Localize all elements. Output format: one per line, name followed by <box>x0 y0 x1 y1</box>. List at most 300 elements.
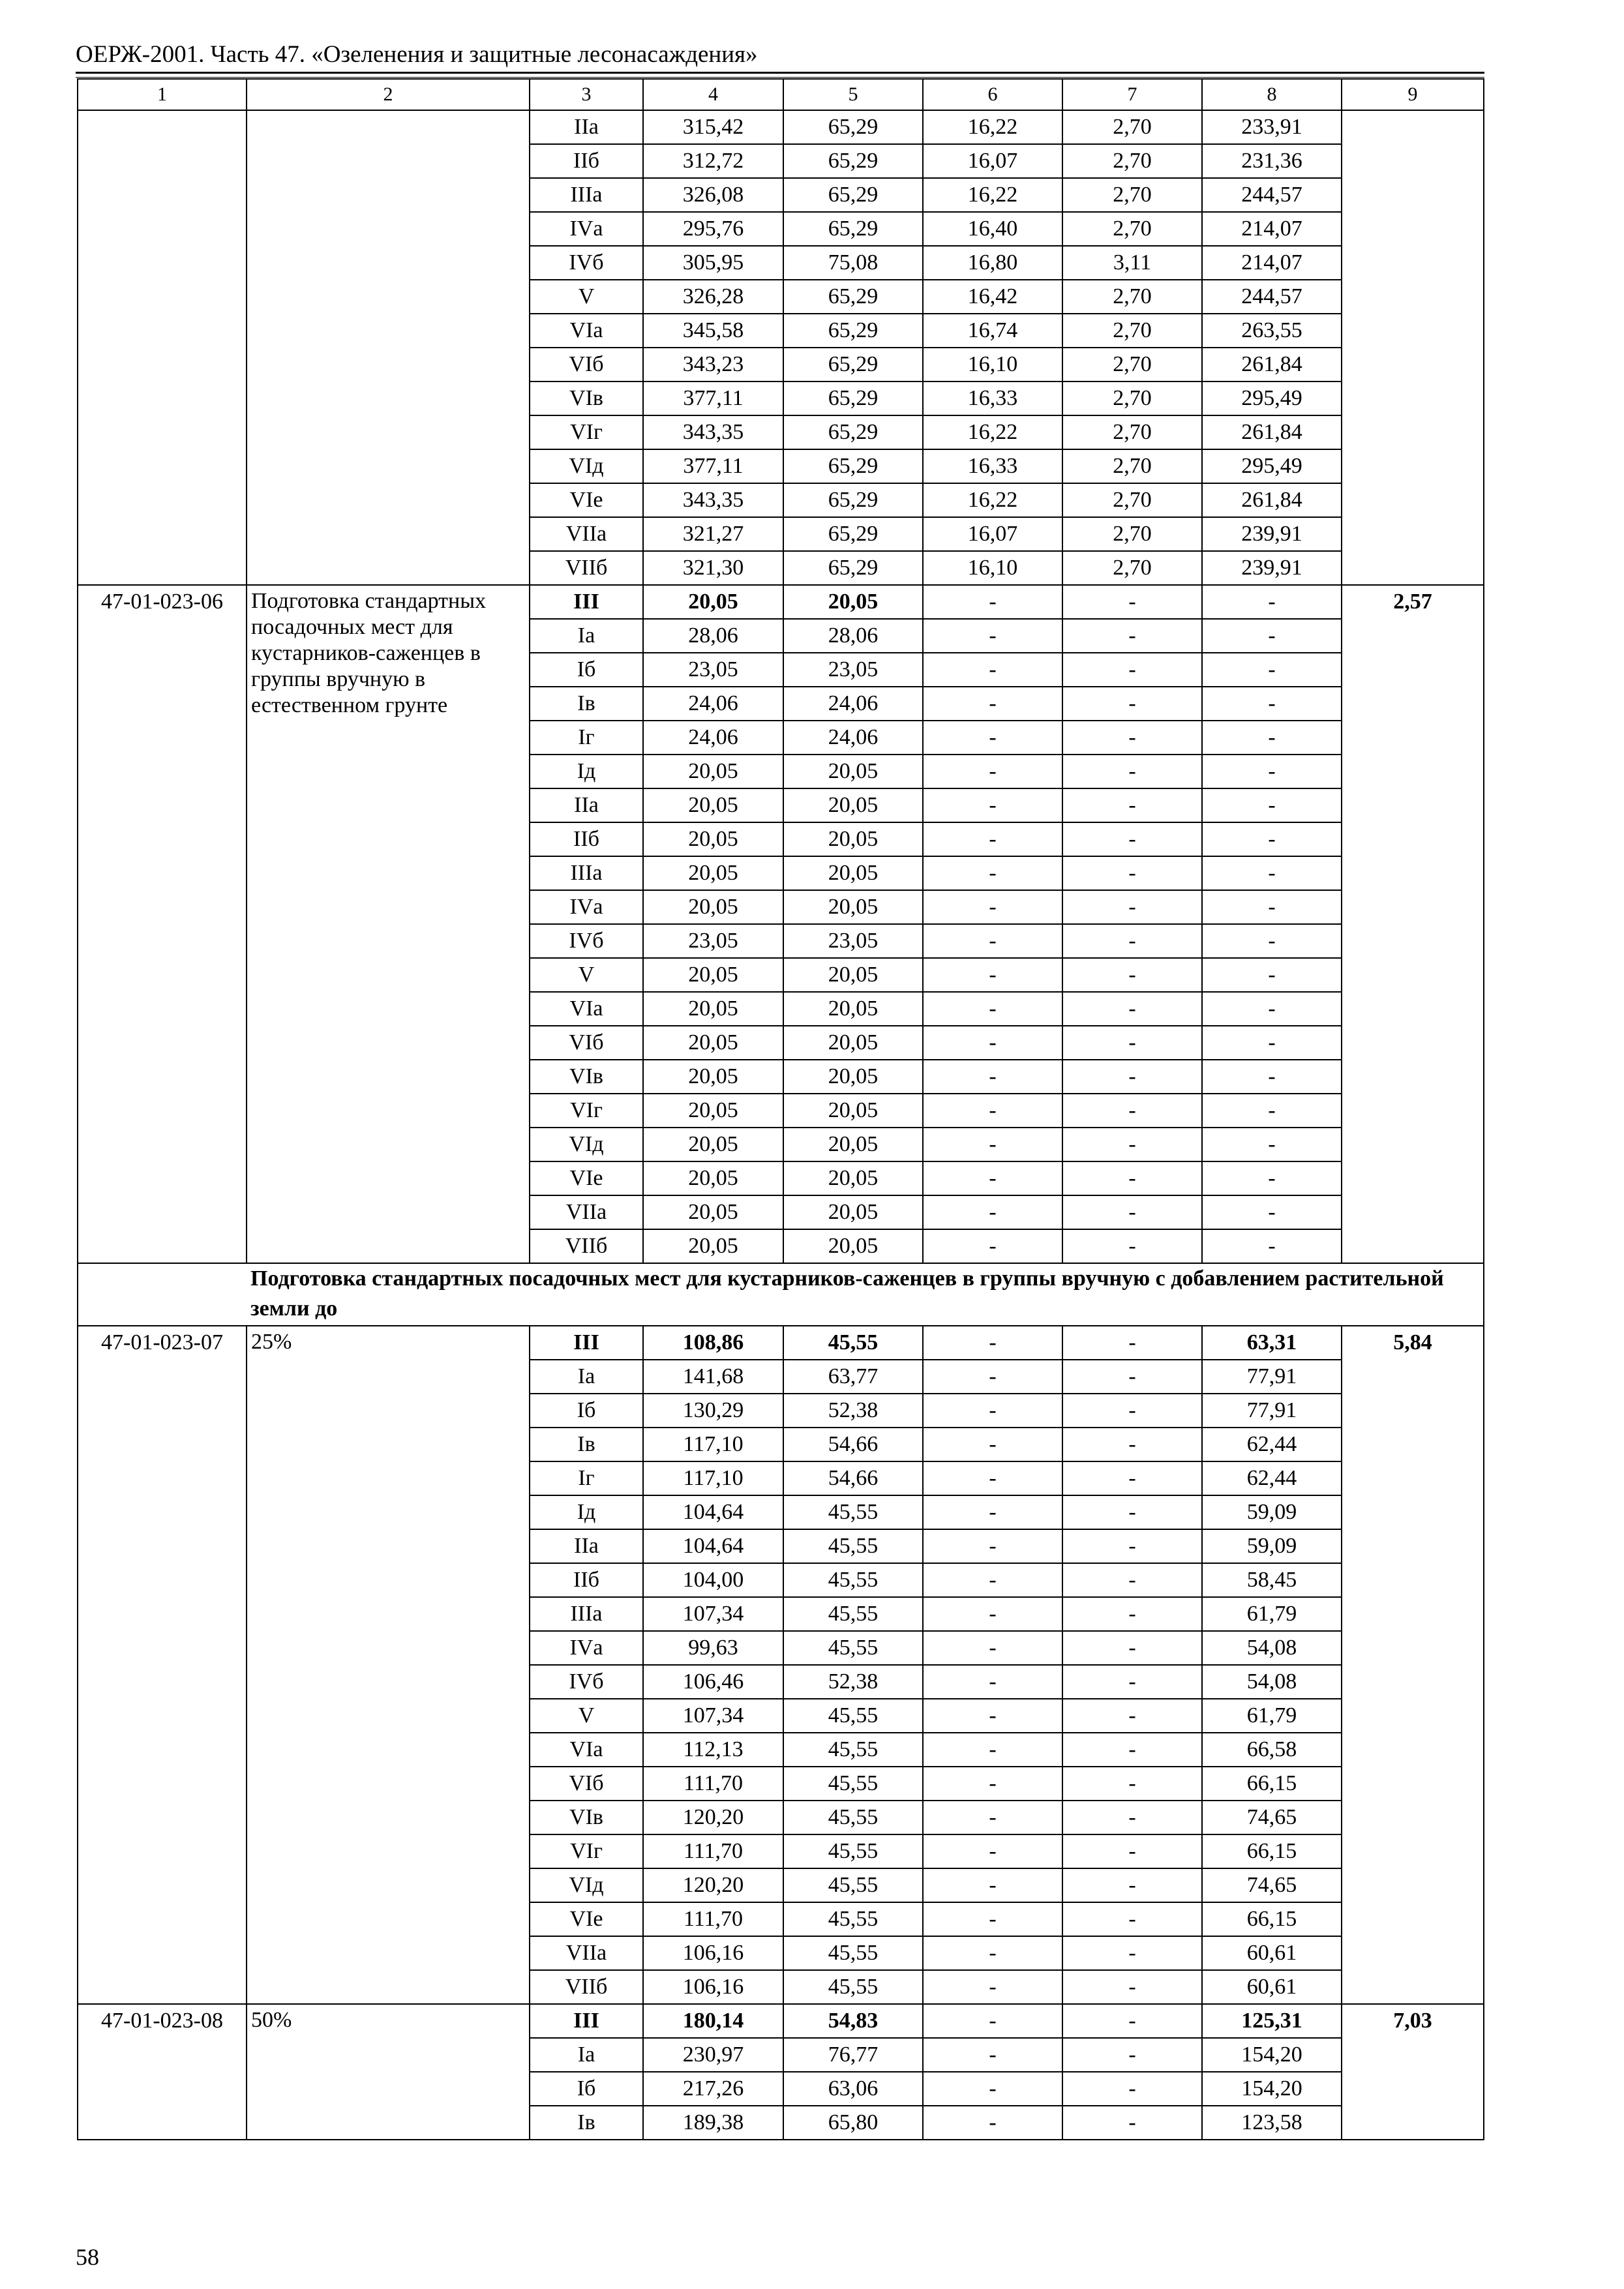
machinist-wage-cell: - <box>1062 1631 1202 1665</box>
materials-cost-cell: 58,45 <box>1202 1563 1342 1597</box>
total-cost-cell: 106,16 <box>643 1936 783 1970</box>
zone-cell: Iб <box>530 1394 643 1428</box>
machine-cost-cell: - <box>923 1360 1062 1394</box>
zone-cell: VIв <box>530 382 643 415</box>
labor-cost-cell: 45,55 <box>783 1597 923 1631</box>
total-cost-cell: 326,08 <box>643 178 783 212</box>
materials-cost-cell: 77,91 <box>1202 1360 1342 1394</box>
materials-cost-cell: 77,91 <box>1202 1394 1342 1428</box>
materials-cost-cell: - <box>1202 687 1342 721</box>
labor-cost-cell: 52,38 <box>783 1394 923 1428</box>
column-header: 4 <box>643 79 783 110</box>
labor-cost-cell: 45,55 <box>783 1733 923 1767</box>
machinist-wage-cell: - <box>1062 1733 1202 1767</box>
machine-cost-cell: - <box>923 1801 1062 1834</box>
zone-cell: VIIа <box>530 1195 643 1229</box>
machine-cost-cell: - <box>923 1161 1062 1195</box>
machine-cost-cell: - <box>923 1902 1062 1936</box>
machinist-wage-cell: 2,70 <box>1062 212 1202 246</box>
zone-cell: VIд <box>530 1128 643 1161</box>
total-cost-cell: 107,34 <box>643 1699 783 1733</box>
total-cost-cell: 20,05 <box>643 1094 783 1128</box>
total-cost-cell: 315,42 <box>643 110 783 144</box>
zone-cell: VIб <box>530 1767 643 1801</box>
labor-cost-cell: 23,05 <box>783 653 923 687</box>
machine-cost-cell: - <box>923 1094 1062 1128</box>
machine-cost-cell: - <box>923 755 1062 788</box>
machinist-wage-cell: - <box>1062 2072 1202 2106</box>
work-description <box>247 110 530 585</box>
table-row <box>78 110 1484 144</box>
norm-code: 47-01-023-06 <box>78 585 247 1263</box>
labor-cost-cell: 65,29 <box>783 314 923 348</box>
materials-cost-cell: 62,44 <box>1202 1461 1342 1495</box>
materials-cost-cell: 233,91 <box>1202 110 1342 144</box>
materials-cost-cell: 54,08 <box>1202 1631 1342 1665</box>
machine-cost-cell: - <box>923 721 1062 755</box>
labor-cost-cell: 54,66 <box>783 1461 923 1495</box>
materials-cost-cell: 231,36 <box>1202 144 1342 178</box>
zone-cell: IIб <box>530 822 643 856</box>
zone-cell: VIб <box>530 1026 643 1060</box>
zone-cell: VIв <box>530 1801 643 1834</box>
labor-cost-cell: 65,29 <box>783 144 923 178</box>
materials-cost-cell: 66,58 <box>1202 1733 1342 1767</box>
labor-cost-cell: 24,06 <box>783 721 923 755</box>
machinist-wage-cell: 2,70 <box>1062 415 1202 449</box>
column-header: 3 <box>530 79 643 110</box>
machinist-wage-cell: - <box>1062 1094 1202 1128</box>
materials-cost-cell: 263,55 <box>1202 314 1342 348</box>
machine-cost-cell: - <box>923 1733 1062 1767</box>
machine-cost-cell: 16,33 <box>923 449 1062 483</box>
machine-cost-cell: 16,40 <box>923 212 1062 246</box>
total-cost-cell: 120,20 <box>643 1868 783 1902</box>
total-cost-cell: 111,70 <box>643 1767 783 1801</box>
zone-cell: Iб <box>530 653 643 687</box>
labor-hours-cell: 7,03 <box>1342 2004 1484 2140</box>
machinist-wage-cell: - <box>1062 1161 1202 1195</box>
labor-cost-cell: 65,29 <box>783 348 923 382</box>
machine-cost-cell: - <box>923 1394 1062 1428</box>
machinist-wage-cell: - <box>1062 1326 1202 1360</box>
labor-cost-cell: 20,05 <box>783 1161 923 1195</box>
zone-cell: Iа <box>530 2038 643 2072</box>
zone-cell: Iв <box>530 2106 643 2140</box>
zone-cell: IVа <box>530 890 643 924</box>
total-cost-cell: 104,64 <box>643 1495 783 1529</box>
zone-cell: Iб <box>530 2072 643 2106</box>
machinist-wage-cell: 2,70 <box>1062 449 1202 483</box>
zone-cell: Iа <box>530 1360 643 1394</box>
labor-cost-cell: 28,06 <box>783 619 923 653</box>
labor-cost-cell: 65,29 <box>783 382 923 415</box>
machinist-wage-cell: - <box>1062 788 1202 822</box>
total-cost-cell: 106,16 <box>643 1970 783 2004</box>
zone-cell: Iв <box>530 687 643 721</box>
materials-cost-cell: - <box>1202 856 1342 890</box>
machine-cost-cell: - <box>923 2038 1062 2072</box>
materials-cost-cell: 63,31 <box>1202 1326 1342 1360</box>
labor-hours-cell: 2,57 <box>1342 585 1484 1263</box>
materials-cost-cell: - <box>1202 1094 1342 1128</box>
labor-cost-cell: 45,55 <box>783 1767 923 1801</box>
section-heading-row <box>78 1263 1484 1326</box>
zone-cell: IIIа <box>530 178 643 212</box>
empty-cell <box>78 1263 247 1326</box>
machine-cost-cell: - <box>923 1195 1062 1229</box>
labor-hours-cell <box>1342 110 1484 585</box>
work-description: Подготовка стандартных посадочных мест для кустарников-саженцев в группы вручную в естественном грунте <box>247 585 530 1263</box>
labor-cost-cell: 45,55 <box>783 1801 923 1834</box>
machinist-wage-cell: - <box>1062 1970 1202 2004</box>
materials-cost-cell: - <box>1202 619 1342 653</box>
materials-cost-cell: - <box>1202 653 1342 687</box>
labor-cost-cell: 45,55 <box>783 1563 923 1597</box>
zone-cell: IVб <box>530 924 643 958</box>
machinist-wage-cell: - <box>1062 619 1202 653</box>
labor-cost-cell: 20,05 <box>783 1128 923 1161</box>
total-cost-cell: 345,58 <box>643 314 783 348</box>
machinist-wage-cell: - <box>1062 2106 1202 2140</box>
total-cost-cell: 20,05 <box>643 1195 783 1229</box>
norm-code: 47-01-023-07 <box>78 1326 247 2004</box>
labor-cost-cell: 45,55 <box>783 1631 923 1665</box>
total-cost-cell: 189,38 <box>643 2106 783 2140</box>
machinist-wage-cell: - <box>1062 1495 1202 1529</box>
materials-cost-cell: 60,61 <box>1202 1936 1342 1970</box>
zone-cell: VIа <box>530 1733 643 1767</box>
zone-cell: III <box>530 1326 643 1360</box>
machinist-wage-cell: - <box>1062 1699 1202 1733</box>
machine-cost-cell: - <box>923 687 1062 721</box>
machine-cost-cell: 16,07 <box>923 144 1062 178</box>
machine-cost-cell: - <box>923 1970 1062 2004</box>
machine-cost-cell: - <box>923 822 1062 856</box>
materials-cost-cell: - <box>1202 721 1342 755</box>
norm-code: 47-01-023-08 <box>78 2004 247 2140</box>
materials-cost-cell: - <box>1202 585 1342 619</box>
labor-cost-cell: 65,29 <box>783 415 923 449</box>
total-cost-cell: 377,11 <box>643 449 783 483</box>
total-cost-cell: 295,76 <box>643 212 783 246</box>
machine-cost-cell: - <box>923 2072 1062 2106</box>
total-cost-cell: 343,23 <box>643 348 783 382</box>
total-cost-cell: 20,05 <box>643 1128 783 1161</box>
materials-cost-cell: - <box>1202 788 1342 822</box>
labor-cost-cell: 65,29 <box>783 483 923 517</box>
column-number-row <box>78 79 1484 110</box>
materials-cost-cell: 239,91 <box>1202 517 1342 551</box>
column-header: 2 <box>247 79 530 110</box>
total-cost-cell: 117,10 <box>643 1428 783 1461</box>
document-title: ОЕРЖ-2001. Часть 47. «Озеленения и защитные лесонасаждения» <box>76 41 758 68</box>
machinist-wage-cell: 3,11 <box>1062 246 1202 280</box>
materials-cost-cell: 261,84 <box>1202 415 1342 449</box>
zone-cell: VIIб <box>530 1970 643 2004</box>
total-cost-cell: 20,05 <box>643 585 783 619</box>
machinist-wage-cell: - <box>1062 653 1202 687</box>
machine-cost-cell: - <box>923 1026 1062 1060</box>
machinist-wage-cell: - <box>1062 992 1202 1026</box>
zone-cell: Iд <box>530 1495 643 1529</box>
machine-cost-cell: - <box>923 992 1062 1026</box>
total-cost-cell: 20,05 <box>643 1026 783 1060</box>
zone-cell: V <box>530 280 643 314</box>
materials-cost-cell: 62,44 <box>1202 1428 1342 1461</box>
total-cost-cell: 20,05 <box>643 958 783 992</box>
materials-cost-cell: - <box>1202 1026 1342 1060</box>
total-cost-cell: 23,05 <box>643 924 783 958</box>
machine-cost-cell: - <box>923 1060 1062 1094</box>
total-cost-cell: 312,72 <box>643 144 783 178</box>
materials-cost-cell: 66,15 <box>1202 1834 1342 1868</box>
materials-cost-cell: - <box>1202 1161 1342 1195</box>
materials-cost-cell: 66,15 <box>1202 1902 1342 1936</box>
zone-cell: III <box>530 585 643 619</box>
zone-cell: IIа <box>530 110 643 144</box>
machinist-wage-cell: - <box>1062 1597 1202 1631</box>
total-cost-cell: 23,05 <box>643 653 783 687</box>
norms-table <box>77 78 1484 2140</box>
total-cost-cell: 107,34 <box>643 1597 783 1631</box>
labor-cost-cell: 45,55 <box>783 1902 923 1936</box>
zone-cell: Iд <box>530 755 643 788</box>
machinist-wage-cell: - <box>1062 924 1202 958</box>
materials-cost-cell: - <box>1202 1128 1342 1161</box>
machinist-wage-cell: 2,70 <box>1062 483 1202 517</box>
machinist-wage-cell: - <box>1062 2038 1202 2072</box>
labor-cost-cell: 65,29 <box>783 449 923 483</box>
zone-cell: IIб <box>530 144 643 178</box>
column-header: 8 <box>1202 79 1342 110</box>
total-cost-cell: 20,05 <box>643 822 783 856</box>
machine-cost-cell: 16,22 <box>923 415 1062 449</box>
zone-cell: IVа <box>530 1631 643 1665</box>
machinist-wage-cell: - <box>1062 1665 1202 1699</box>
labor-cost-cell: 65,29 <box>783 110 923 144</box>
total-cost-cell: 130,29 <box>643 1394 783 1428</box>
materials-cost-cell: - <box>1202 822 1342 856</box>
labor-cost-cell: 20,05 <box>783 1026 923 1060</box>
materials-cost-cell: 61,79 <box>1202 1699 1342 1733</box>
machine-cost-cell: 16,22 <box>923 178 1062 212</box>
zone-cell: IIа <box>530 1529 643 1563</box>
machinist-wage-cell: - <box>1062 721 1202 755</box>
labor-cost-cell: 20,05 <box>783 1195 923 1229</box>
total-cost-cell: 112,13 <box>643 1733 783 1767</box>
machine-cost-cell: - <box>923 1428 1062 1461</box>
zone-cell: V <box>530 1699 643 1733</box>
machinist-wage-cell: - <box>1062 1195 1202 1229</box>
total-cost-cell: 217,26 <box>643 2072 783 2106</box>
column-header: 6 <box>923 79 1062 110</box>
materials-cost-cell: 59,09 <box>1202 1495 1342 1529</box>
labor-cost-cell: 20,05 <box>783 992 923 1026</box>
machine-cost-cell: - <box>923 1936 1062 1970</box>
labor-cost-cell: 20,05 <box>783 890 923 924</box>
machine-cost-cell: - <box>923 1834 1062 1868</box>
work-description: 50% <box>247 2004 530 2140</box>
total-cost-cell: 20,05 <box>643 1161 783 1195</box>
work-description: 25% <box>247 1326 530 2004</box>
machinist-wage-cell: - <box>1062 687 1202 721</box>
total-cost-cell: 377,11 <box>643 382 783 415</box>
machine-cost-cell: - <box>923 1229 1062 1263</box>
machinist-wage-cell: - <box>1062 2004 1202 2038</box>
total-cost-cell: 111,70 <box>643 1902 783 1936</box>
column-header: 7 <box>1062 79 1202 110</box>
machine-cost-cell: - <box>923 1128 1062 1161</box>
materials-cost-cell: 239,91 <box>1202 551 1342 585</box>
machinist-wage-cell: - <box>1062 755 1202 788</box>
machine-cost-cell: - <box>923 619 1062 653</box>
materials-cost-cell: 66,15 <box>1202 1767 1342 1801</box>
total-cost-cell: 106,46 <box>643 1665 783 1699</box>
column-header: 9 <box>1342 79 1484 110</box>
column-header: 1 <box>78 79 247 110</box>
zone-cell: VIIб <box>530 551 643 585</box>
labor-cost-cell: 65,29 <box>783 178 923 212</box>
total-cost-cell: 120,20 <box>643 1801 783 1834</box>
labor-cost-cell: 45,55 <box>783 1868 923 1902</box>
machinist-wage-cell: - <box>1062 1902 1202 1936</box>
machine-cost-cell: - <box>923 1461 1062 1495</box>
total-cost-cell: 20,05 <box>643 890 783 924</box>
labor-cost-cell: 45,55 <box>783 1326 923 1360</box>
zone-cell: Iв <box>530 1428 643 1461</box>
total-cost-cell: 24,06 <box>643 687 783 721</box>
zone-cell: VIа <box>530 992 643 1026</box>
materials-cost-cell: 244,57 <box>1202 178 1342 212</box>
zone-cell: VIIа <box>530 517 643 551</box>
materials-cost-cell: - <box>1202 958 1342 992</box>
machinist-wage-cell: - <box>1062 1060 1202 1094</box>
zone-cell: VIа <box>530 314 643 348</box>
machinist-wage-cell: - <box>1062 1428 1202 1461</box>
total-cost-cell: 343,35 <box>643 415 783 449</box>
labor-cost-cell: 20,05 <box>783 1229 923 1263</box>
materials-cost-cell: - <box>1202 1229 1342 1263</box>
machine-cost-cell: - <box>923 1529 1062 1563</box>
machinist-wage-cell: - <box>1062 1868 1202 1902</box>
total-cost-cell: 20,05 <box>643 856 783 890</box>
materials-cost-cell: - <box>1202 992 1342 1026</box>
materials-cost-cell: 54,08 <box>1202 1665 1342 1699</box>
page-header <box>76 38 1484 74</box>
column-header: 5 <box>783 79 923 110</box>
table-row <box>78 2004 1484 2038</box>
page-number: 58 <box>76 2244 99 2270</box>
zone-cell: VIIб <box>530 1229 643 1263</box>
materials-cost-cell: 74,65 <box>1202 1868 1342 1902</box>
table-row <box>78 585 1484 619</box>
total-cost-cell: 326,28 <box>643 280 783 314</box>
total-cost-cell: 108,86 <box>643 1326 783 1360</box>
machinist-wage-cell: 2,70 <box>1062 178 1202 212</box>
materials-cost-cell: 74,65 <box>1202 1801 1342 1834</box>
zone-cell: IIIа <box>530 1597 643 1631</box>
materials-cost-cell: - <box>1202 890 1342 924</box>
labor-cost-cell: 20,05 <box>783 585 923 619</box>
table-row <box>78 1326 1484 1360</box>
zone-cell: VIб <box>530 348 643 382</box>
section-heading: Подготовка стандартных посадочных мест для кустарников-саженцев в группы вручную с добавлением растительной земли до <box>247 1263 1484 1326</box>
machine-cost-cell: - <box>923 890 1062 924</box>
machine-cost-cell: - <box>923 1767 1062 1801</box>
labor-cost-cell: 75,08 <box>783 246 923 280</box>
labor-cost-cell: 45,55 <box>783 1970 923 2004</box>
machinist-wage-cell: 2,70 <box>1062 144 1202 178</box>
machinist-wage-cell: - <box>1062 1563 1202 1597</box>
machinist-wage-cell: - <box>1062 1128 1202 1161</box>
materials-cost-cell: 261,84 <box>1202 483 1342 517</box>
total-cost-cell: 20,05 <box>643 788 783 822</box>
machine-cost-cell: - <box>923 653 1062 687</box>
machine-cost-cell: 16,74 <box>923 314 1062 348</box>
machinist-wage-cell: 2,70 <box>1062 348 1202 382</box>
labor-cost-cell: 52,38 <box>783 1665 923 1699</box>
total-cost-cell: 104,00 <box>643 1563 783 1597</box>
machinist-wage-cell: - <box>1062 1936 1202 1970</box>
materials-cost-cell: 295,49 <box>1202 382 1342 415</box>
machine-cost-cell: 16,42 <box>923 280 1062 314</box>
labor-cost-cell: 20,05 <box>783 1060 923 1094</box>
machinist-wage-cell: - <box>1062 1394 1202 1428</box>
zone-cell: IVа <box>530 212 643 246</box>
machine-cost-cell: 16,10 <box>923 348 1062 382</box>
zone-cell: V <box>530 958 643 992</box>
machine-cost-cell: 16,10 <box>923 551 1062 585</box>
machine-cost-cell: 16,07 <box>923 517 1062 551</box>
machinist-wage-cell: 2,70 <box>1062 110 1202 144</box>
zone-cell: VIе <box>530 483 643 517</box>
machinist-wage-cell: - <box>1062 822 1202 856</box>
labor-cost-cell: 65,29 <box>783 551 923 585</box>
labor-cost-cell: 63,77 <box>783 1360 923 1394</box>
machine-cost-cell: - <box>923 1665 1062 1699</box>
materials-cost-cell: - <box>1202 1060 1342 1094</box>
labor-cost-cell: 63,06 <box>783 2072 923 2106</box>
labor-cost-cell: 20,05 <box>783 958 923 992</box>
total-cost-cell: 104,64 <box>643 1529 783 1563</box>
labor-cost-cell: 65,29 <box>783 212 923 246</box>
zone-cell: VIг <box>530 1094 643 1128</box>
machine-cost-cell: - <box>923 924 1062 958</box>
total-cost-cell: 99,63 <box>643 1631 783 1665</box>
machine-cost-cell: - <box>923 958 1062 992</box>
labor-cost-cell: 45,55 <box>783 1699 923 1733</box>
materials-cost-cell: 214,07 <box>1202 212 1342 246</box>
machine-cost-cell: - <box>923 788 1062 822</box>
zone-cell: VIг <box>530 415 643 449</box>
zone-cell: VIд <box>530 449 643 483</box>
zone-cell: III <box>530 2004 643 2038</box>
labor-cost-cell: 76,77 <box>783 2038 923 2072</box>
total-cost-cell: 20,05 <box>643 755 783 788</box>
materials-cost-cell: 59,09 <box>1202 1529 1342 1563</box>
machinist-wage-cell: - <box>1062 1229 1202 1263</box>
zone-cell: Iг <box>530 721 643 755</box>
labor-cost-cell: 45,55 <box>783 1529 923 1563</box>
labor-cost-cell: 65,29 <box>783 280 923 314</box>
materials-cost-cell: 154,20 <box>1202 2072 1342 2106</box>
machinist-wage-cell: - <box>1062 1834 1202 1868</box>
machine-cost-cell: - <box>923 2004 1062 2038</box>
machinist-wage-cell: - <box>1062 1801 1202 1834</box>
total-cost-cell: 180,14 <box>643 2004 783 2038</box>
labor-cost-cell: 24,06 <box>783 687 923 721</box>
